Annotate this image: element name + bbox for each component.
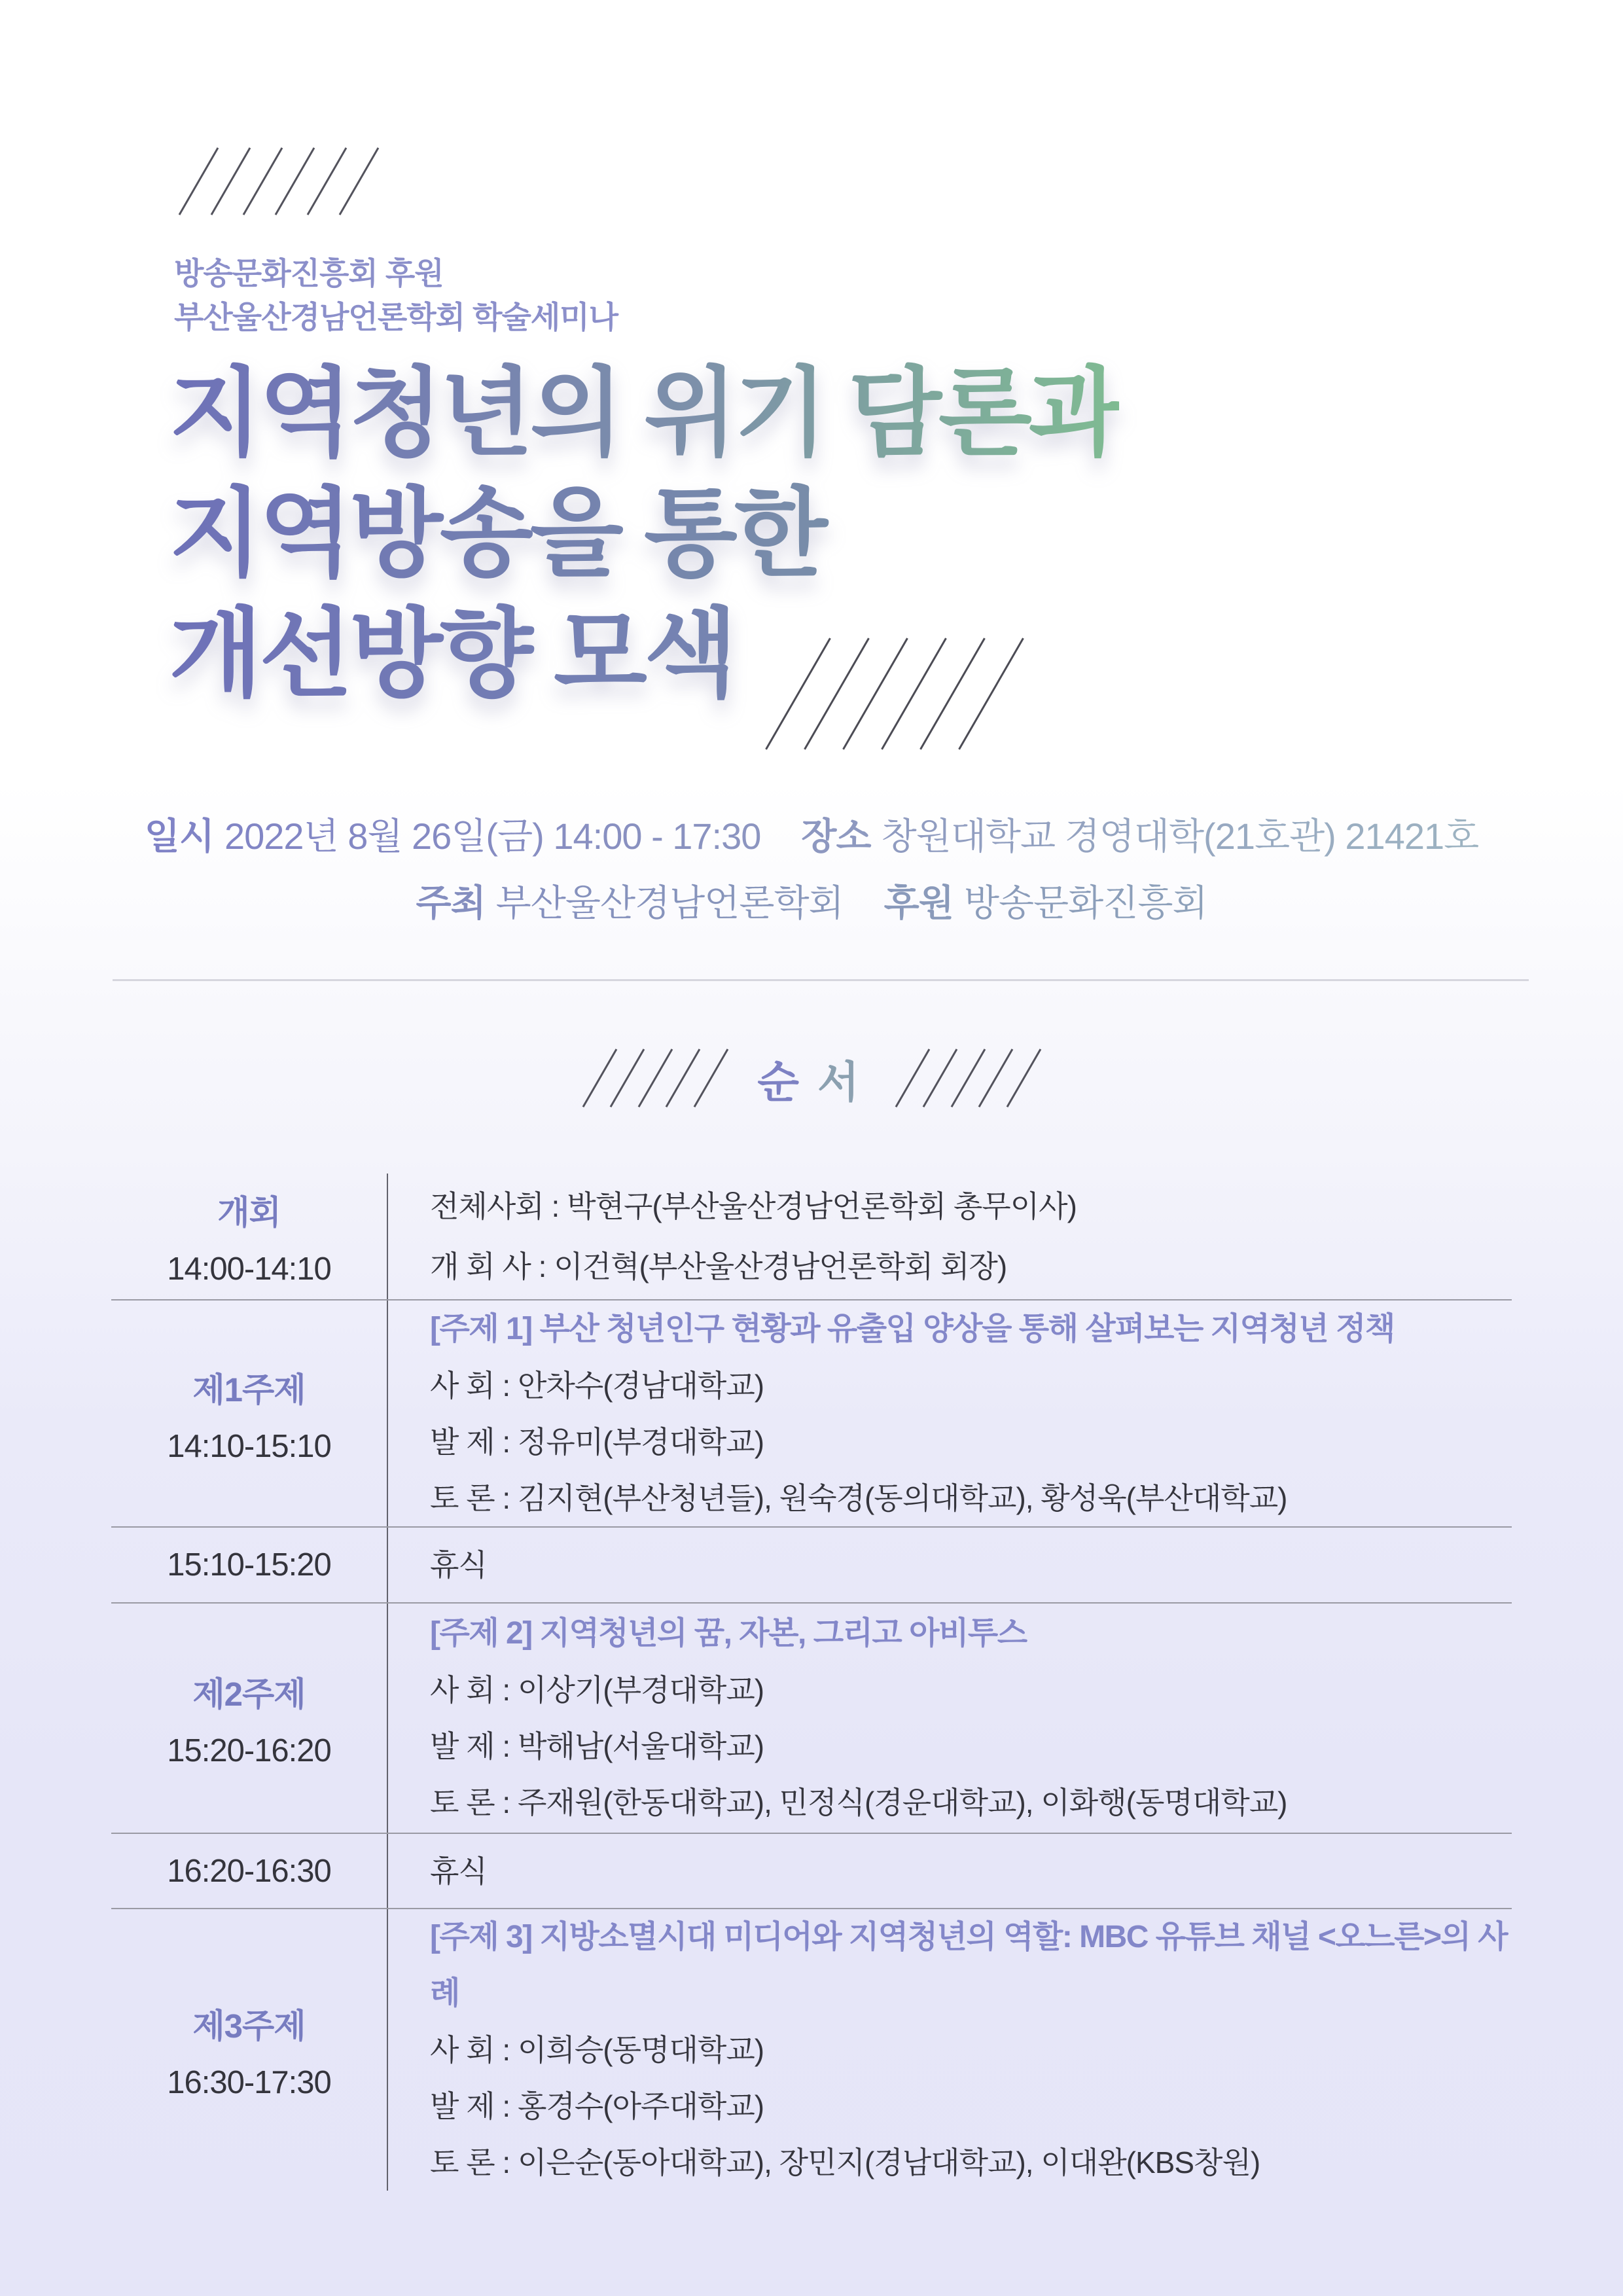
session-line: 휴식 bbox=[430, 1548, 487, 1582]
table-row bbox=[111, 1908, 1512, 2191]
schedule-row-content bbox=[388, 1528, 1512, 1602]
slash-icon bbox=[339, 147, 380, 215]
session-label: 제3주제 bbox=[192, 2007, 306, 2045]
host-label: 주최 bbox=[416, 882, 486, 924]
slash-icon bbox=[666, 1049, 700, 1107]
schedule-row-header bbox=[111, 1834, 388, 1908]
order-left-slashes bbox=[599, 1045, 712, 1111]
slash-icon bbox=[950, 1049, 985, 1107]
table-row bbox=[111, 1833, 1512, 1908]
title-line-2: 지역방송을 통한 bbox=[169, 474, 1119, 594]
session-label: 제1주제 bbox=[192, 1371, 306, 1408]
schedule-table bbox=[111, 1174, 1512, 2191]
session-topic: [주제 2] 지역청년의 꿈, 자본, 그리고 아비투스 bbox=[430, 1616, 1027, 1651]
slash-icon bbox=[211, 147, 251, 215]
session-line: 발 제 : 정유미(부경대학교) bbox=[430, 1424, 764, 1459]
venue-label: 장소 bbox=[801, 816, 871, 857]
schedule-row-content bbox=[388, 1604, 1512, 1833]
session-topic: [주제 3] 지방소멸시대 미디어와 지역청년의 역할: MBC 유튜브 채널 <오느른>의 사례 bbox=[430, 1920, 1508, 2011]
slash-icon bbox=[842, 637, 908, 749]
slash-icon bbox=[582, 1049, 616, 1107]
schedule-row-header bbox=[111, 1300, 388, 1526]
organizer-lines bbox=[174, 251, 618, 339]
slash-icon bbox=[275, 147, 315, 215]
slash-icon bbox=[1006, 1049, 1041, 1107]
session-line: 사 회 : 이상기(부경대학교) bbox=[430, 1673, 764, 1707]
session-topic: [주제 1] 부산 청년인구 현황과 유출입 양상을 통해 살펴보는 지역청년 정책 bbox=[430, 1311, 1395, 1346]
schedule-row-header bbox=[111, 1528, 388, 1602]
session-line: 개 회 사 : 이건혁(부산울산경남언론학회 회장) bbox=[430, 1249, 1007, 1283]
session-time: 15:20-16:20 bbox=[167, 1733, 331, 1768]
slash-icon bbox=[804, 637, 870, 749]
session-line: 전체사회 : 박현구(부산울산경남언론학회 총무이사) bbox=[430, 1189, 1077, 1223]
session-line: 토 론 : 이은순(동아대학교), 장민지(경남대학교), 이대완(KBS창원) bbox=[430, 2145, 1260, 2179]
table-row bbox=[111, 1526, 1512, 1602]
slash-icon bbox=[637, 1049, 672, 1107]
session-time: 16:20-16:30 bbox=[167, 1853, 331, 1889]
event-info-line-2 bbox=[0, 874, 1623, 927]
datetime-label: 일시 bbox=[144, 816, 214, 857]
sponsor-value: 방송문화진흥회 bbox=[963, 882, 1207, 924]
schedule-row-content bbox=[388, 1909, 1512, 2191]
schedule-row-content bbox=[388, 1174, 1512, 1299]
session-line: 사 회 : 이희승(동명대학교) bbox=[430, 2033, 764, 2067]
slash-icon bbox=[243, 147, 283, 215]
session-line: 발 제 : 박해남(서울대학교) bbox=[430, 1729, 764, 1763]
slash-icon bbox=[881, 637, 947, 749]
schedule-row-header bbox=[111, 1174, 388, 1299]
datetime-value: 2022년 8월 26일(금) 14:00 - 17:30 bbox=[224, 816, 761, 857]
slash-icon bbox=[693, 1049, 728, 1107]
seminar-line: 부산울산경남언론학회 학술세미나 bbox=[174, 300, 618, 334]
title-line-3: 개선방향 모색 bbox=[169, 594, 1119, 715]
slash-icon bbox=[919, 637, 986, 749]
schedule-row-content bbox=[388, 1300, 1512, 1526]
session-time: 14:10-15:10 bbox=[167, 1428, 331, 1464]
session-time: 14:00-14:10 bbox=[167, 1251, 331, 1287]
order-heading-char-1: 순 bbox=[757, 1057, 806, 1106]
section-divider bbox=[113, 979, 1529, 981]
table-row bbox=[111, 1299, 1512, 1526]
event-info bbox=[0, 808, 1623, 927]
sponsor-label: 후원 bbox=[883, 882, 954, 924]
order-right-slashes bbox=[912, 1045, 1025, 1111]
event-info-line-1 bbox=[145, 808, 1478, 860]
schedule-row-header bbox=[111, 1909, 388, 2191]
session-label: 제2주제 bbox=[192, 1676, 306, 1713]
session-line: 토 론 : 김지현(부산청년들), 원숙경(동의대학교), 황성욱(부산대학교) bbox=[430, 1480, 1287, 1515]
order-heading-char-2: 서 bbox=[817, 1057, 866, 1106]
order-heading bbox=[757, 1047, 866, 1109]
slash-icon bbox=[923, 1049, 957, 1107]
session-line: 휴식 bbox=[430, 1854, 487, 1888]
session-line: 토 론 : 주재원(한동대학교), 민정식(경운대학교), 이화행(동명대학교) bbox=[430, 1785, 1287, 1820]
session-label: 개회 bbox=[217, 1194, 281, 1231]
title-slashes-decoration bbox=[797, 630, 992, 758]
slash-icon bbox=[610, 1049, 645, 1107]
session-time: 15:10-15:20 bbox=[167, 1547, 331, 1583]
slash-icon bbox=[895, 1049, 929, 1107]
venue-value: 창원대학교 경영대학(21호관) 21421호 bbox=[881, 816, 1479, 857]
table-row bbox=[111, 1602, 1512, 1833]
title-line-1: 지역청년의 위기 담론과 bbox=[169, 353, 1119, 474]
session-time: 16:30-17:30 bbox=[167, 2065, 331, 2100]
slash-icon bbox=[978, 1049, 1013, 1107]
support-line: 방송문화진흥회 후원 bbox=[174, 256, 444, 291]
table-row bbox=[111, 1174, 1512, 1299]
order-heading-row bbox=[0, 1045, 1623, 1111]
session-line: 발 제 : 홍경수(아주대학교) bbox=[430, 2089, 764, 2123]
slash-icon bbox=[307, 147, 348, 215]
schedule-row-content bbox=[388, 1834, 1512, 1908]
host-value: 부산울산경남언론학회 bbox=[495, 882, 844, 924]
slash-icon bbox=[179, 147, 219, 215]
top-left-slashes-decoration bbox=[198, 143, 360, 220]
schedule-row-header bbox=[111, 1604, 388, 1833]
session-line: 사 회 : 안차수(경남대학교) bbox=[430, 1368, 764, 1403]
